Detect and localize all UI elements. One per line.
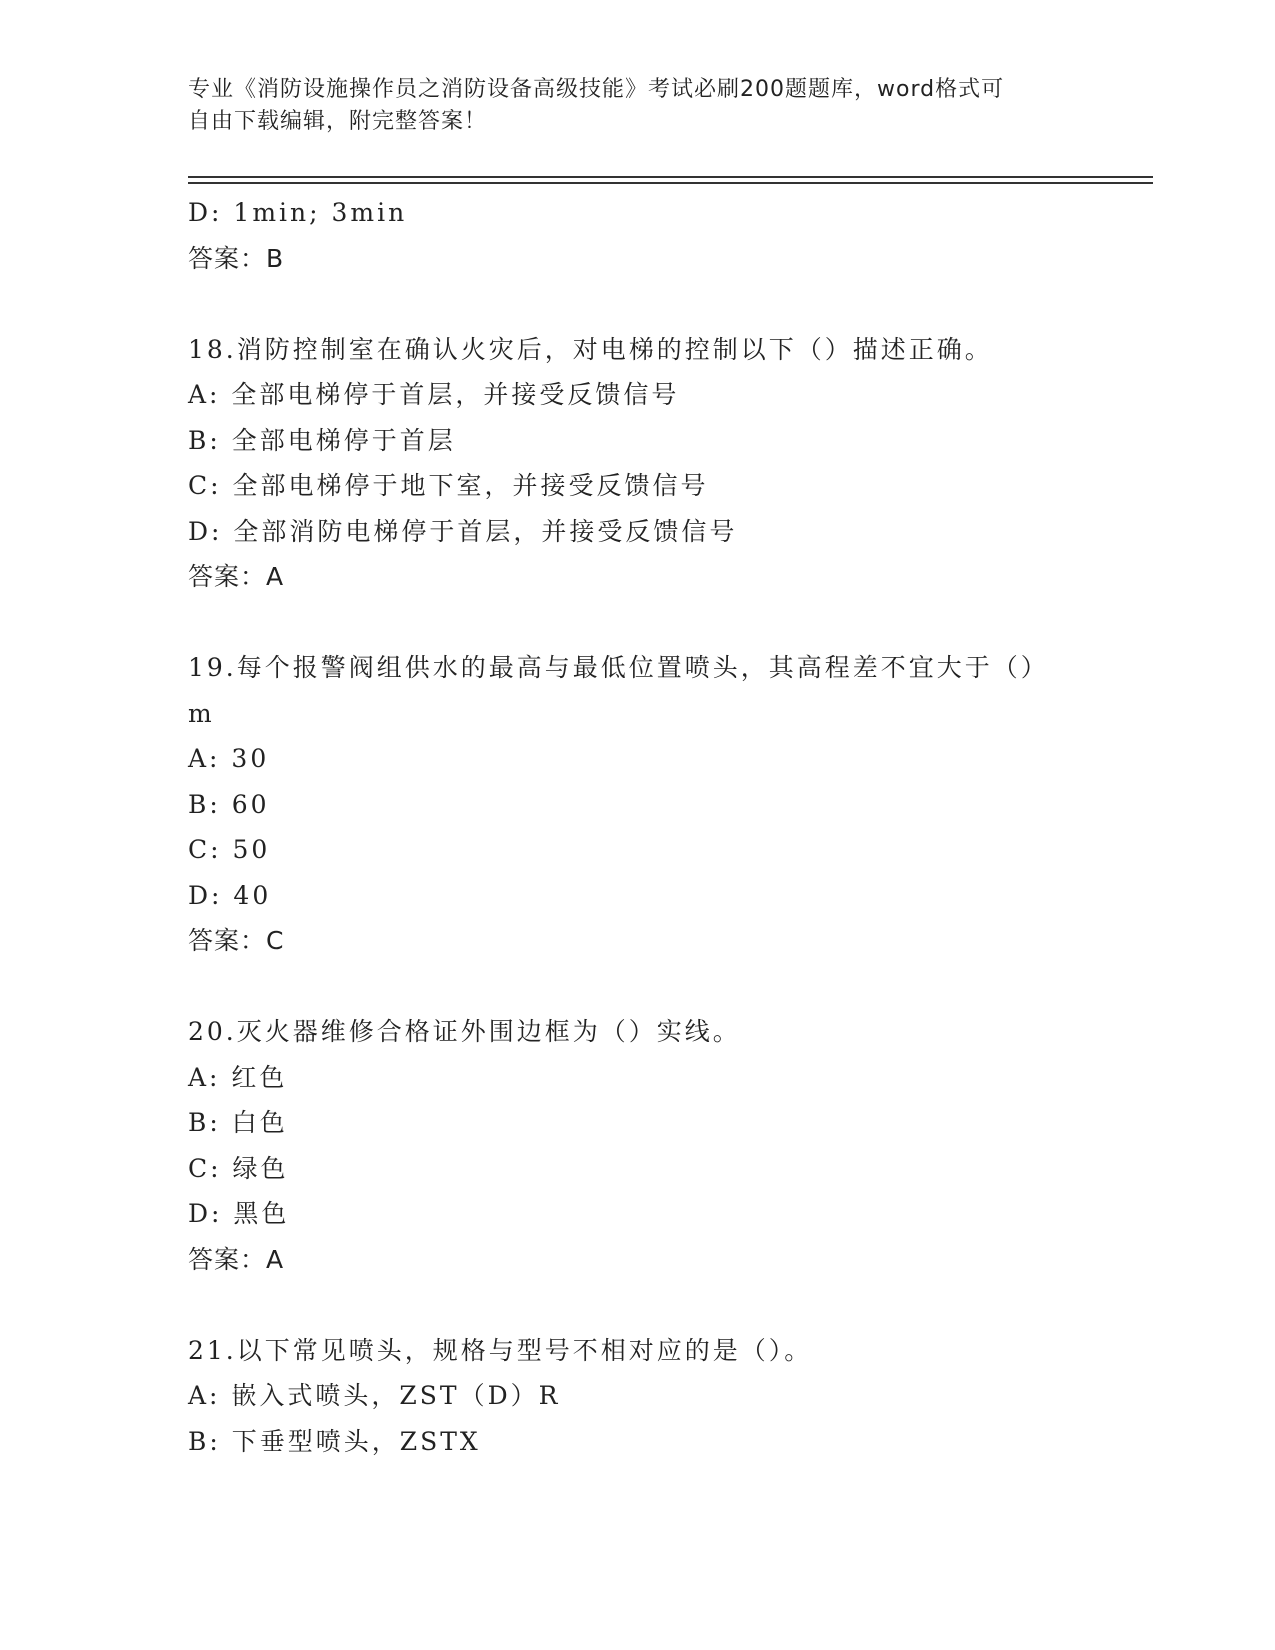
header-divider-bottom — [188, 182, 1153, 184]
option-a: A: 红色 — [188, 1062, 288, 1092]
question-20 — [188, 1009, 1148, 1282]
header-divider-top — [188, 176, 1153, 178]
option-c: C: 全部电梯停于地下室，并接受反馈信号 — [188, 471, 709, 500]
answer: 答案：C — [188, 926, 285, 955]
question-stem-continuation: m — [188, 698, 215, 728]
header-line-2: 自由下载编辑，附完整答案！ — [188, 109, 488, 134]
question-list — [188, 190, 1148, 1464]
option-d: D: 全部消防电梯停于首层，并接受反馈信号 — [188, 516, 738, 546]
option-a: A: 嵌入式喷头，ZST（D）R — [188, 1381, 561, 1410]
question-19 — [188, 645, 1148, 964]
option-b: B: 60 — [188, 789, 270, 819]
option-a: A: 全部电梯停于首层，并接受反馈信号 — [188, 380, 680, 409]
option-a: A: 30 — [188, 744, 270, 773]
option-d: D: 黑色 — [188, 1199, 290, 1228]
option-c: C: 50 — [188, 835, 271, 864]
question-stem: 21.以下常见喷头，规格与型号不相对应的是（）。 — [188, 1335, 813, 1365]
prev-option-d: D: 1min; 3min — [188, 198, 408, 227]
option-c: C: 绿色 — [188, 1153, 289, 1183]
question-stem: 18.消防控制室在确认火灾后，对电梯的控制以下（）描述正确。 — [188, 334, 993, 364]
page-header — [188, 74, 1068, 138]
option-b: B: 下垂型喷头，ZSTX — [188, 1426, 481, 1456]
option-b: B: 全部电梯停于首层 — [188, 425, 456, 455]
option-d: D: 40 — [188, 880, 272, 910]
option-b: B: 白色 — [188, 1108, 288, 1137]
question-21 — [188, 1328, 1148, 1465]
question-18 — [188, 327, 1148, 600]
question-stem: 20.灭火器维修合格证外围边框为（）实线。 — [188, 1017, 741, 1046]
header-line-1: 专业《消防设施操作员之消防设备高级技能》考试必刷200题题库，word格式可 — [188, 77, 1005, 102]
answer: 答案：A — [188, 562, 285, 591]
answer: 答案：A — [188, 1244, 285, 1274]
prev-answer: 答案：B — [188, 243, 285, 273]
question-stem: 19.每个报警阀组供水的最高与最低位置喷头，其高程差不宜大于（） — [188, 653, 1049, 682]
